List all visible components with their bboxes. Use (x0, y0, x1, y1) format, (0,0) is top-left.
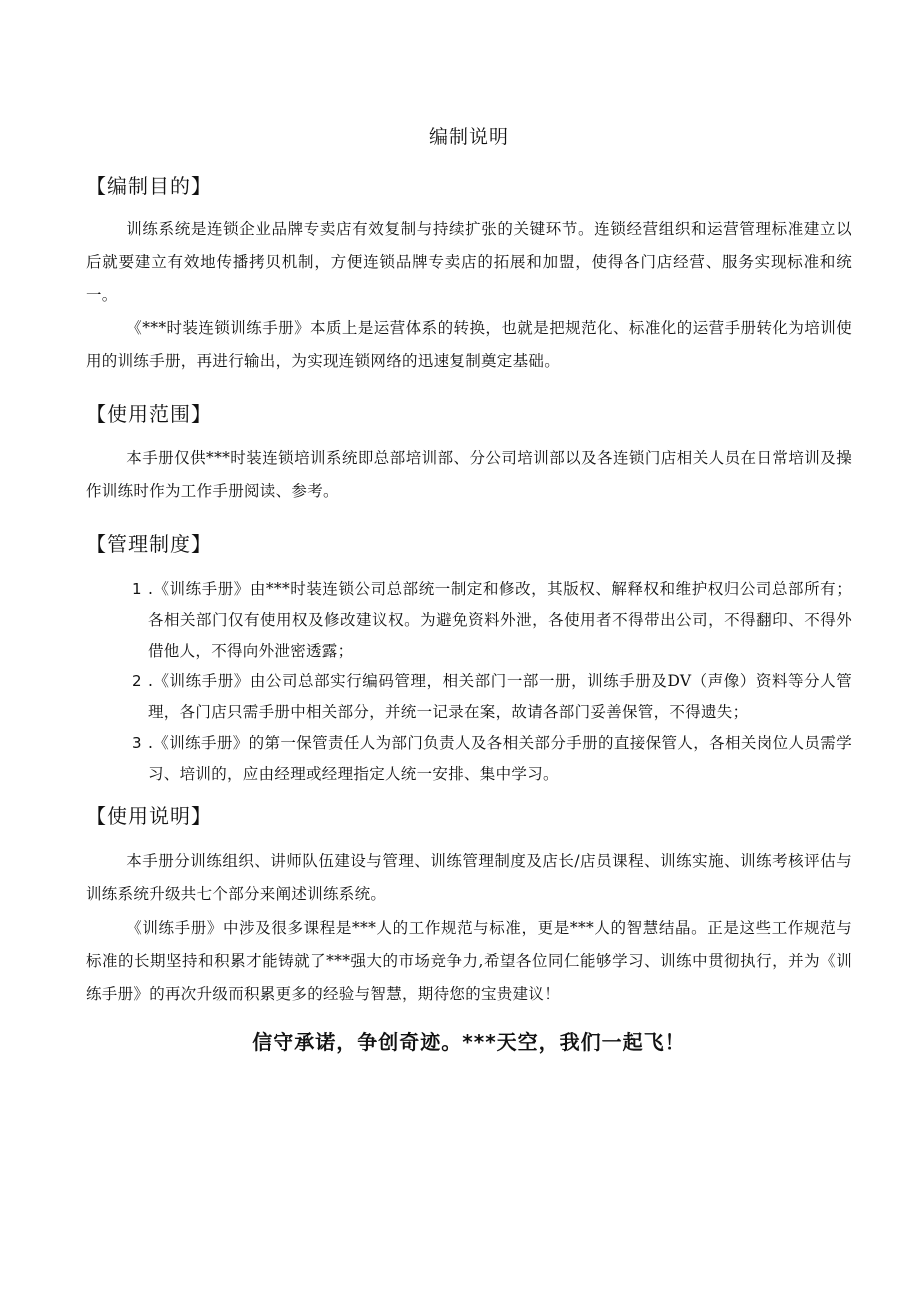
list-number: 2 (132, 672, 142, 690)
section-heading-usage: 【使用说明】 (86, 804, 212, 828)
list-item-rule-2 (86, 666, 852, 728)
list-item-rule-1 (86, 574, 852, 667)
list-text: .《训练手册》的第一保管责任人为部门负责人及各相关部分手册的直接保管人，各相关岗位人员需学习、培训的，应由经理或经理指定人统一安排、集中学习。 (148, 734, 852, 783)
section-heading-purpose: 【编制目的】 (86, 174, 212, 198)
list-number: 1 (132, 580, 142, 598)
closing-slogan: 信守承诺，争创奇迹。***天空，我们一起飞！ (252, 1030, 686, 1054)
list-text: .《训练手册》由公司总部实行编码管理，相关部门一部一册，训练手册及DV（声像）资料等分人管理，各门店只需手册中相关部分，并统一记录在案，故请各部门妥善保管，不得遗失； (148, 672, 852, 721)
paragraph-scope-1: 本手册仅供***时装连锁培训系统即总部培训部、分公司培训部以及各连锁门店相关人员在日常培训及操作训练时作为工作手册阅读、参考。 (86, 449, 852, 500)
paragraph-purpose-1: 训练系统是连锁企业品牌专卖店有效复制与持续扩张的关键环节。连锁经营组织和运营管理标准建立以后就要建立有效地传播拷贝机制，方便连锁品牌专卖店的拓展和加盟，使得各门店经营、服务实现标准和统一。 (86, 220, 852, 304)
paragraph-usage-1: 本手册分训练组织、讲师队伍建设与管理、训练管理制度及店长/店员课程、训练实施、训练考核评估与训练系统升级共七个部分来阐述训练系统。 (86, 852, 852, 903)
section-heading-scope: 【使用范围】 (86, 402, 212, 426)
list-number: 3 (132, 734, 142, 752)
list-text: .《训练手册》由***时装连锁公司总部统一制定和修改，其版权、解释权和维护权归公司总部所有；各相关部门仅有使用权及修改建议权。为避免资料外泄，各使用者不得带出公司，不得翻印、不得外借他人，不得向外泄密透露； (148, 580, 852, 660)
section-heading-management: 【管理制度】 (86, 532, 212, 556)
paragraph-purpose-2: 《***时装连锁训练手册》本质上是运营体系的转换，也就是把规范化、标准化的运营手册转化为培训使用的训练手册，再进行输出，为实现连锁网络的迅速复制奠定基础。 (86, 319, 852, 370)
document-title: 编制说明 (428, 126, 509, 148)
list-item-rule-3 (86, 728, 852, 790)
paragraph-usage-2: 《训练手册》中涉及很多课程是***人的工作规范与标准，更是***人的智慧结晶。正是这些工作规范与标准的长期坚持和积累才能铸就了***强大的市场竞争力,希望各位同仁能够学习、训练中贯彻执行，并为《训练手册》的再次升级而积累更多的经验与智慧，期待您的宝贵建议！ (86, 919, 852, 1003)
